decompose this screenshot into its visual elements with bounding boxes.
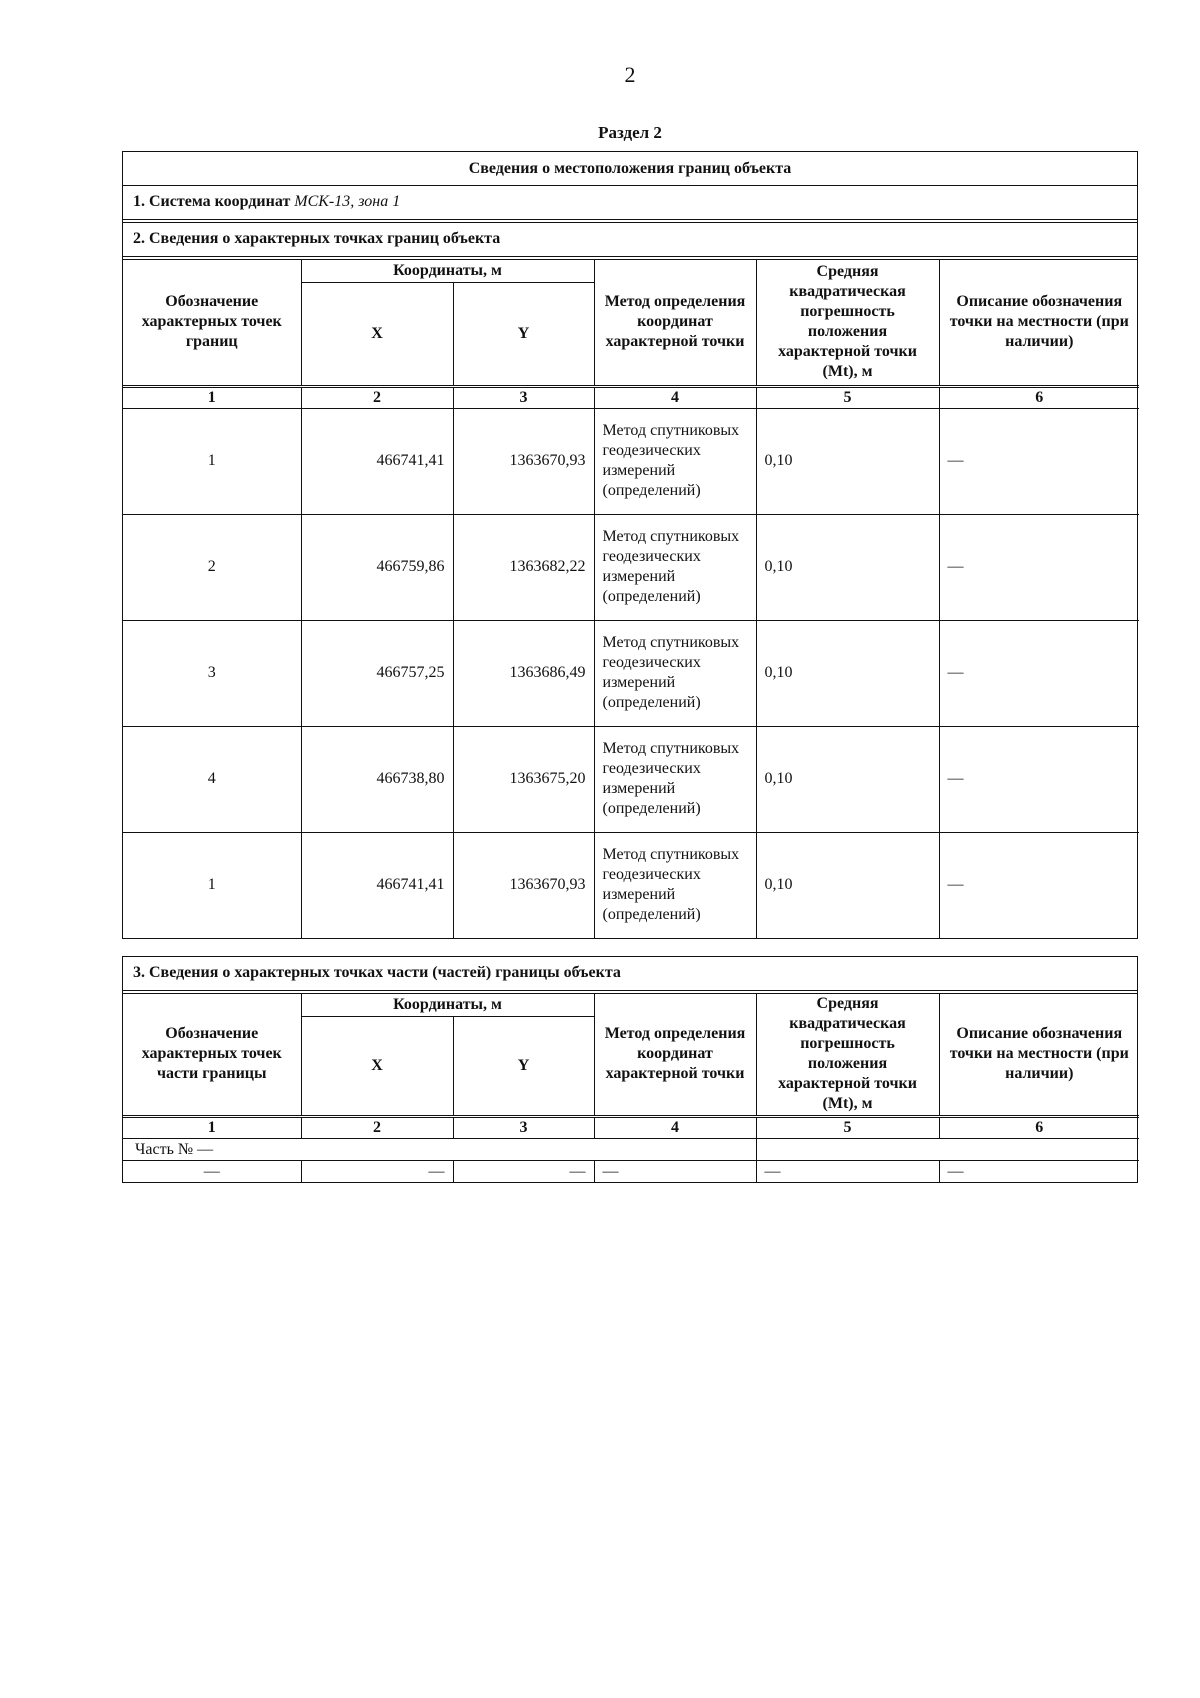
- column-number: 4: [594, 386, 756, 408]
- point-error: 0,10: [756, 514, 939, 620]
- column-number: 1: [123, 1116, 301, 1138]
- header-method: Метод определения координат характерной точки: [594, 994, 756, 1116]
- header-point-designation: Обозначение характерных точек границ: [123, 260, 301, 386]
- point-error: 0,10: [756, 832, 939, 938]
- column-number: 6: [939, 1116, 1139, 1138]
- table-row: [123, 832, 1139, 938]
- header-coordinates: Координаты, м: [301, 260, 594, 282]
- column-number: 2: [301, 386, 453, 408]
- table-row: [123, 726, 1139, 832]
- header-error: Средняя квадратическая погрешность положения характерной точки (Mt), м: [756, 994, 939, 1116]
- coordinate-system-label: 1. Система координат: [133, 193, 295, 210]
- part-label-empty: [756, 1138, 1139, 1160]
- point-method: Метод спутниковых геодезических измерений (определений): [594, 620, 756, 726]
- boundary-info-block: [122, 151, 1138, 939]
- point-error: 0,10: [756, 408, 939, 514]
- point-id: 1: [123, 832, 301, 938]
- point-method: Метод спутниковых геодезических измерений (определений): [594, 408, 756, 514]
- column-number: 3: [453, 1116, 594, 1138]
- point-error: 0,10: [756, 620, 939, 726]
- column-number: 5: [756, 1116, 939, 1138]
- empty-cell: —: [594, 1160, 756, 1182]
- point-y: 1363670,93: [453, 832, 594, 938]
- header-method: Метод определения координат характерной точки: [594, 260, 756, 386]
- part-label-row: [123, 1138, 1139, 1160]
- part-boundary-block: [122, 956, 1138, 1183]
- points-title: 2. Сведения о характерных точках границ объекта: [123, 223, 1137, 257]
- header-description: Описание обозначения точки на местности (при наличии): [939, 260, 1139, 386]
- point-id: 3: [123, 620, 301, 726]
- point-description: —: [939, 726, 1139, 832]
- coordinate-system-value: МСК-13, зона 1: [294, 193, 401, 210]
- column-numbers-row: [123, 386, 1139, 408]
- block-title: Сведения о местоположения границ объекта: [123, 152, 1137, 186]
- point-x: 466741,41: [301, 408, 453, 514]
- part-label: Часть № —: [123, 1138, 756, 1160]
- point-x: 466741,41: [301, 832, 453, 938]
- section-title: Раздел 2: [598, 123, 662, 142]
- header-x: X: [301, 282, 453, 386]
- header-point-designation-part: Обозначение характерных точек части границы: [123, 994, 301, 1116]
- part-points-title: 3. Сведения о характерных точках части (частей) границы объекта: [123, 957, 1137, 991]
- table-row: [123, 408, 1139, 514]
- point-id: 1: [123, 408, 301, 514]
- table-row: [123, 514, 1139, 620]
- column-numbers-row: [123, 1116, 1139, 1138]
- point-x: 466757,25: [301, 620, 453, 726]
- column-number: 6: [939, 386, 1139, 408]
- empty-cell: —: [453, 1160, 594, 1182]
- header-coordinates: Координаты, м: [301, 994, 594, 1016]
- point-method: Метод спутниковых геодезических измерений (определений): [594, 514, 756, 620]
- point-description: —: [939, 408, 1139, 514]
- points-table: [123, 260, 1139, 938]
- part-points-table: [123, 994, 1139, 1182]
- point-description: —: [939, 514, 1139, 620]
- point-method: Метод спутниковых геодезических измерений (определений): [594, 832, 756, 938]
- table-row: [123, 620, 1139, 726]
- header-y: Y: [453, 282, 594, 386]
- point-description: —: [939, 620, 1139, 726]
- header-y: Y: [453, 1016, 594, 1116]
- empty-cell: —: [939, 1160, 1139, 1182]
- point-y: 1363686,49: [453, 620, 594, 726]
- header-x: X: [301, 1016, 453, 1116]
- column-number: 5: [756, 386, 939, 408]
- point-error: 0,10: [756, 726, 939, 832]
- header-error: Средняя квадратическая погрешность положения характерной точки (Mt), м: [756, 260, 939, 386]
- point-x: 466759,86: [301, 514, 453, 620]
- column-number: 4: [594, 1116, 756, 1138]
- point-description: —: [939, 832, 1139, 938]
- point-y: 1363682,22: [453, 514, 594, 620]
- point-id: 4: [123, 726, 301, 832]
- coordinate-system-row: [123, 186, 1137, 220]
- point-method: Метод спутниковых геодезических измерений (определений): [594, 726, 756, 832]
- column-number: 1: [123, 386, 301, 408]
- column-number: 2: [301, 1116, 453, 1138]
- table-row: [123, 1160, 1139, 1182]
- point-y: 1363670,93: [453, 408, 594, 514]
- column-number: 3: [453, 386, 594, 408]
- empty-cell: —: [123, 1160, 301, 1182]
- header-description: Описание обозначения точки на местности (при наличии): [939, 994, 1139, 1116]
- page-number: 2: [624, 62, 636, 87]
- point-x: 466738,80: [301, 726, 453, 832]
- empty-cell: —: [301, 1160, 453, 1182]
- empty-cell: —: [756, 1160, 939, 1182]
- point-id: 2: [123, 514, 301, 620]
- point-y: 1363675,20: [453, 726, 594, 832]
